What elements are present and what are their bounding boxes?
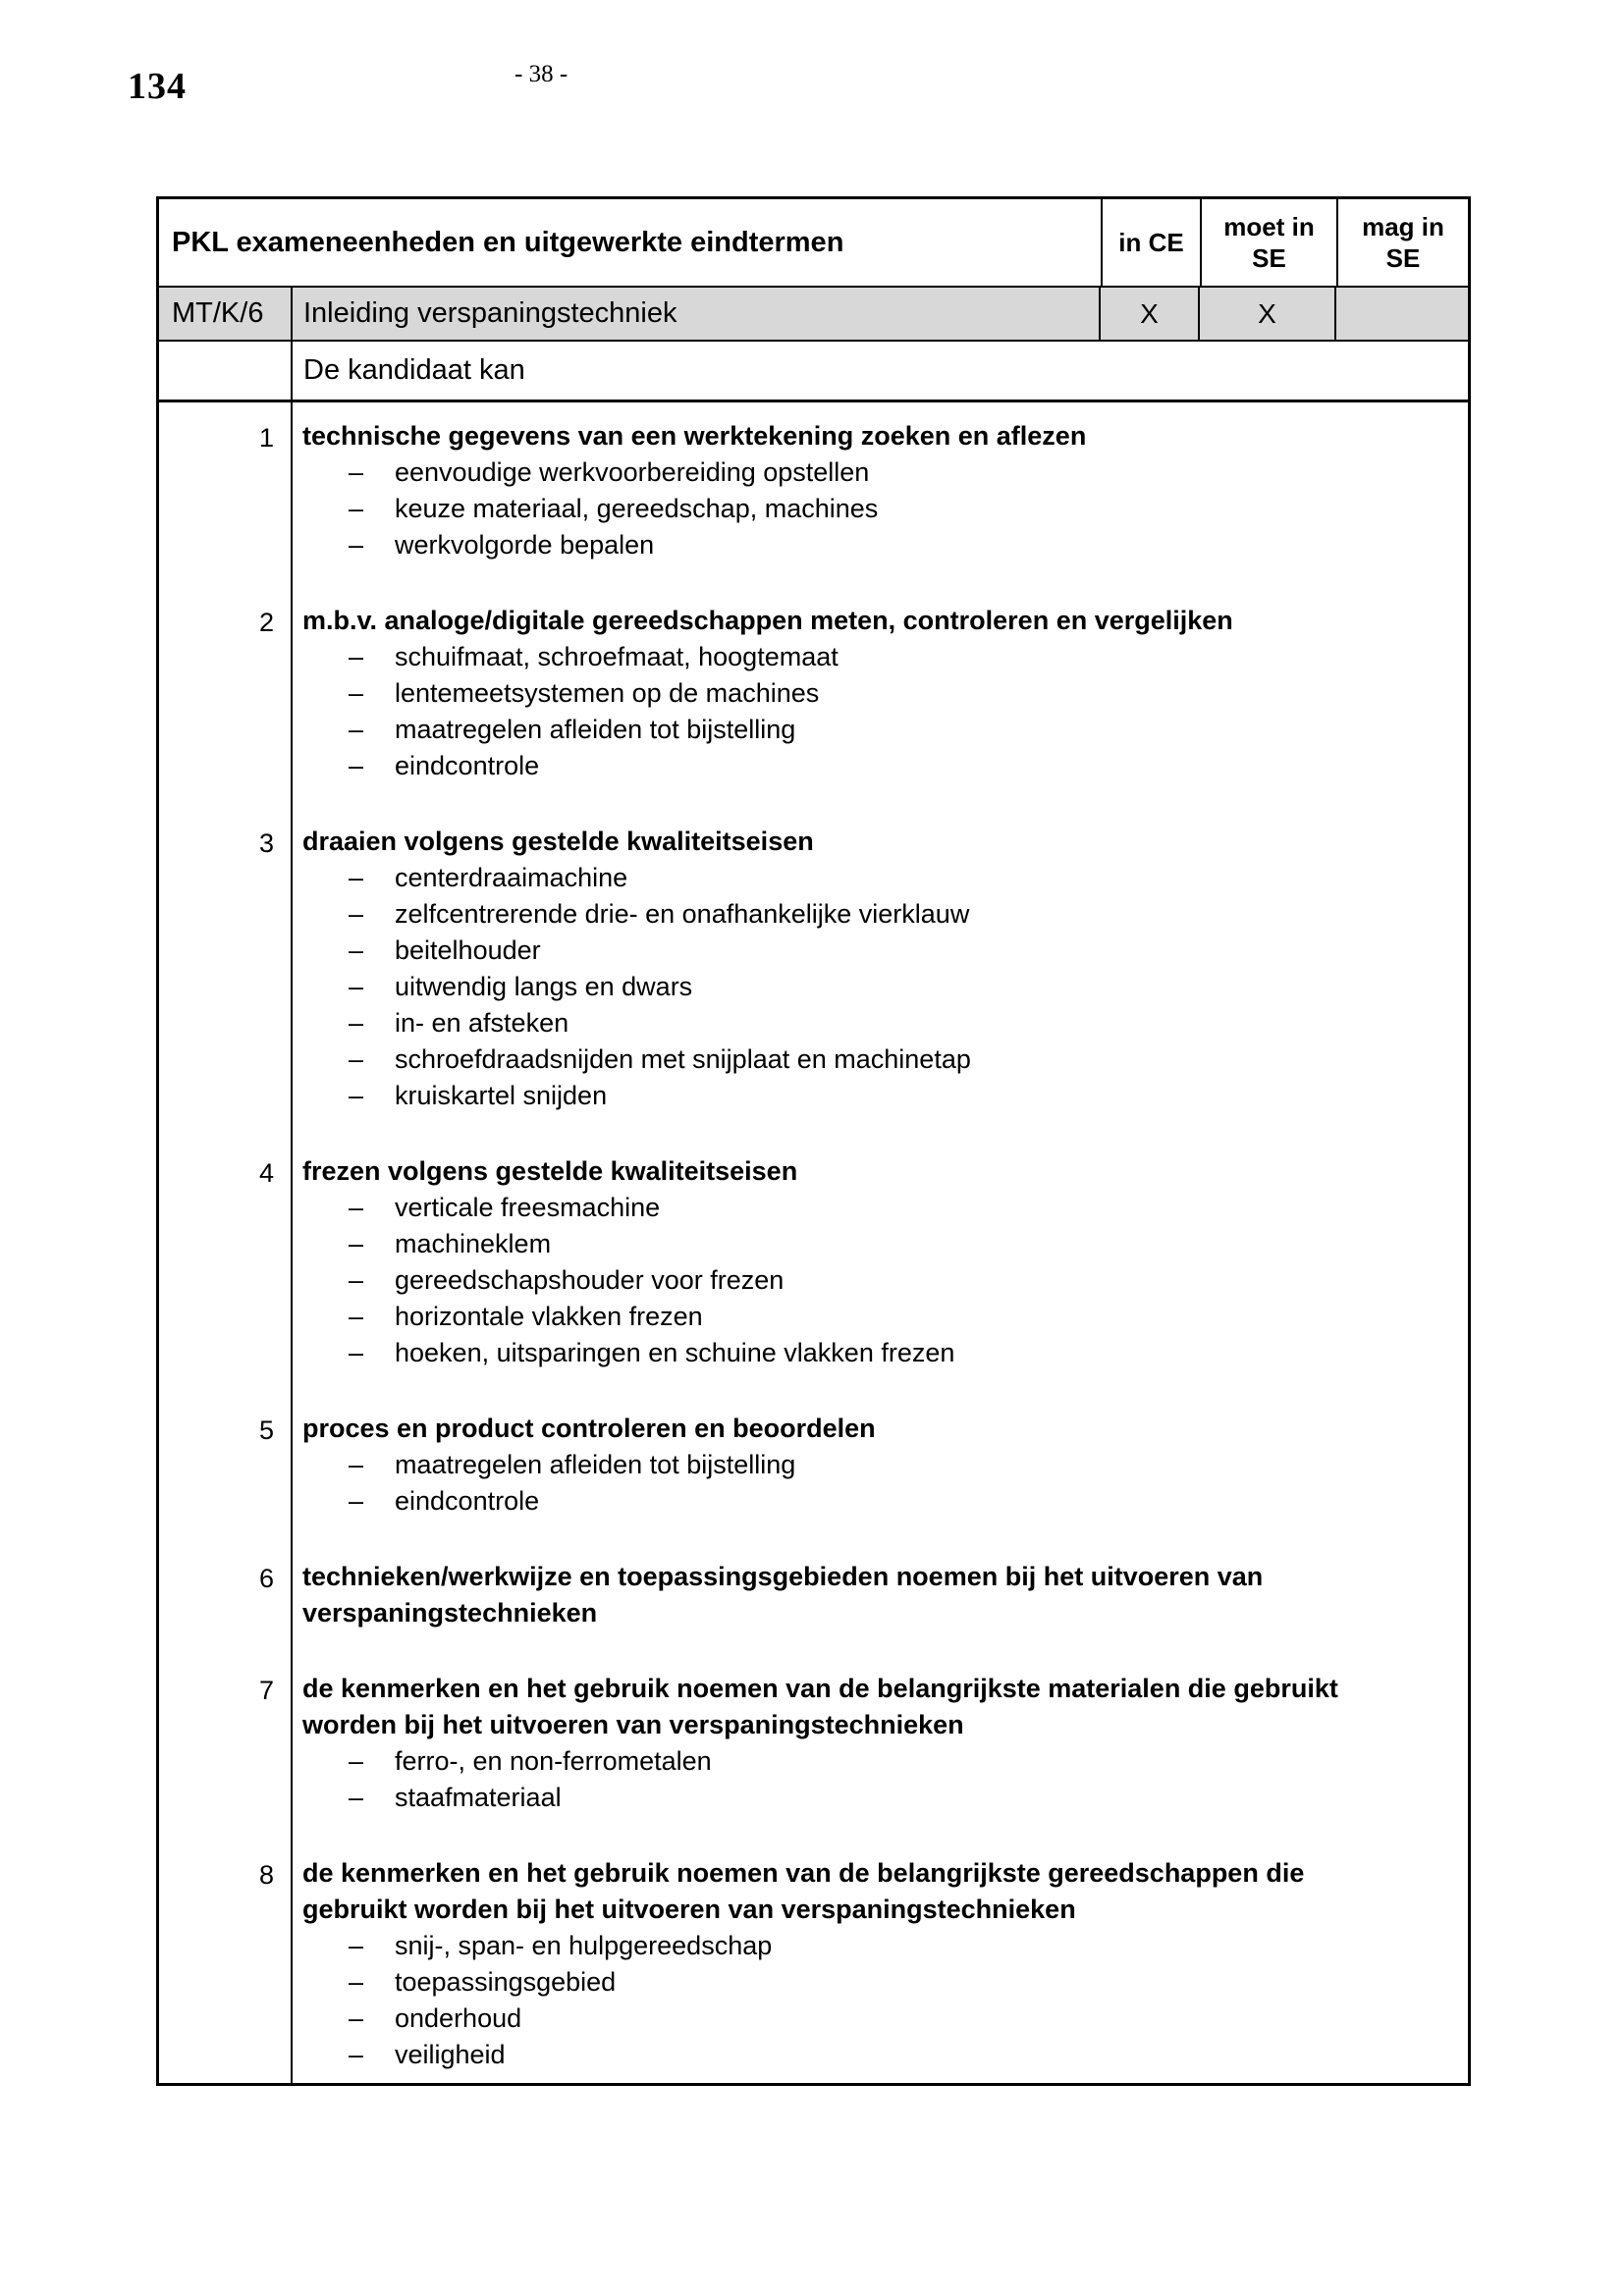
item-number: 5 (258, 1415, 274, 1445)
bullet-dash: – (349, 678, 364, 708)
item-row (159, 1671, 1468, 1816)
bullet-item (302, 1483, 1407, 1520)
item-number: 2 (258, 608, 274, 637)
bullet-item (302, 1780, 1407, 1816)
items-container (159, 418, 1468, 2073)
item-bullets (302, 1743, 1407, 1816)
item-content (293, 1153, 1468, 1371)
item-lead: de kenmerken en het gebruik noemen van de belangrijkste materialen die gebruikt worden bij het uitvoeren van verspaningstechnieken (302, 1674, 1338, 1739)
bullet-item (302, 491, 1407, 527)
bullet-text: schroefdraadsnijden met snijplaat en machinetap (395, 1044, 971, 1074)
item-content (293, 1411, 1468, 1520)
bullet-text: keuze materiaal, gereedschap, machines (395, 494, 879, 523)
bullet-item (302, 896, 1407, 933)
bullet-item (302, 675, 1407, 712)
bullet-dash: – (349, 972, 364, 1001)
bullet-item (302, 1190, 1407, 1226)
bullet-text: toepassingsgebied (395, 1967, 617, 1997)
bullet-dash: – (349, 935, 364, 965)
bullet-dash: – (349, 1450, 364, 1479)
bullet-dash: – (349, 1302, 364, 1331)
item-content (293, 1559, 1468, 1631)
bullet-text: in- en afsteken (395, 1008, 569, 1038)
bullet-text: zelfcentrerende drie- en onafhankelijke vierklauw (395, 899, 970, 929)
item-lead: proces en product controleren en beoordelen (302, 1414, 876, 1443)
bullet-dash: – (349, 863, 364, 892)
bullet-item (302, 1964, 1407, 2001)
bullet-item (302, 1743, 1407, 1780)
item-row (159, 1855, 1468, 2073)
bullet-dash: – (349, 1967, 364, 1997)
bullet-text: schuifmaat, schroefmaat, hoogtemaat (395, 642, 839, 671)
bullet-dash: – (349, 751, 364, 780)
item-row (159, 1153, 1468, 1371)
bullet-text: verticale freesmachine (395, 1193, 661, 1222)
bullet-text: eindcontrole (395, 751, 540, 780)
bullet-text: gereedschapshouder voor frezen (395, 1265, 785, 1295)
bullet-item (302, 2037, 1407, 2073)
item-row (159, 418, 1468, 563)
bullet-item (302, 1078, 1407, 1114)
item-number: 6 (258, 1564, 274, 1593)
bullet-item (302, 2001, 1407, 2037)
bullet-text: maatregelen afleiden tot bijstelling (395, 715, 796, 744)
item-lead: draaien volgens gestelde kwaliteitseisen (302, 827, 814, 856)
bullet-item (302, 933, 1407, 969)
bullet-text: eindcontrole (395, 1486, 540, 1516)
bullet-text: onderhoud (395, 2003, 522, 2033)
item-row (159, 1559, 1468, 1631)
item-row (159, 824, 1468, 1114)
bullet-item (302, 454, 1407, 491)
item-content (293, 603, 1468, 784)
item-bullets (302, 1928, 1407, 2073)
bullet-text: veiligheid (395, 2040, 506, 2069)
intro-empty-cell (159, 342, 293, 400)
unit-in-ce-mark: X (1101, 288, 1200, 340)
item-row (159, 1411, 1468, 1520)
bullet-item (302, 969, 1407, 1005)
intro-cell: De kandidaat kan (303, 354, 525, 386)
unit-mag-in-se-mark (1336, 288, 1468, 340)
bullet-item (302, 860, 1407, 896)
bullet-text: beitelhouder (395, 935, 541, 965)
bullet-dash: – (349, 1486, 364, 1516)
item-row (159, 603, 1468, 784)
bullet-dash: – (349, 1746, 364, 1776)
unit-row (159, 288, 1468, 342)
item-lead: technieken/werkwijze en toepassingsgebieden noemen bij het uitvoeren van verspaningstechnieken (302, 1562, 1264, 1628)
item-lead: de kenmerken en het gebruik noemen van de belangrijkste gereedschappen die gebruikt worden bij het uitvoeren van verspaningstechnieken (302, 1858, 1305, 1924)
bullet-dash: – (349, 457, 364, 487)
bullet-dash: – (349, 494, 364, 523)
item-bullets (302, 1447, 1407, 1520)
intro-row (159, 342, 1468, 402)
document-number: 134 (128, 66, 187, 107)
item-bullets (302, 1190, 1407, 1371)
bullet-item (302, 1226, 1407, 1262)
item-bullets (302, 860, 1407, 1114)
bullet-dash: – (349, 1931, 364, 1960)
bullet-item (302, 527, 1407, 563)
unit-code-cell: MT/K/6 (159, 288, 293, 340)
bullet-item (302, 1928, 1407, 1964)
bullet-item (302, 1262, 1407, 1299)
bullet-item (302, 1335, 1407, 1371)
item-lead: technische gegevens van een werktekening zoeken en aflezen (302, 421, 1087, 451)
bullet-text: lentemeetsystemen op de machines (395, 678, 820, 708)
page-number: - 38 - (514, 61, 568, 87)
item-number: 3 (258, 828, 274, 858)
bullet-item (302, 1005, 1407, 1041)
bullet-dash: – (349, 642, 364, 671)
bullet-dash: – (349, 1081, 364, 1110)
table-header-row (159, 199, 1468, 288)
bullet-item (302, 1041, 1407, 1078)
bullet-dash: – (349, 1783, 364, 1812)
item-lead: m.b.v. analoge/digitale gereedschappen meten, controleren en vergelijken (302, 606, 1233, 635)
bullet-item (302, 748, 1407, 784)
bullet-dash: – (349, 1229, 364, 1258)
bullet-text: werkvolgorde bepalen (395, 530, 655, 560)
item-content (293, 418, 1468, 563)
bullet-dash: – (349, 899, 364, 929)
unit-title-cell: Inleiding verspaningstechniek (293, 288, 1101, 340)
unit-moet-in-se-mark: X (1200, 288, 1336, 340)
bullet-item (302, 1299, 1407, 1335)
bullet-text: staafmateriaal (395, 1783, 562, 1812)
bullet-text: kruiskartel snijden (395, 1081, 608, 1110)
bullet-dash: – (349, 2040, 364, 2069)
bullet-text: eenvoudige werkvoorbereiding opstellen (395, 457, 870, 487)
bullet-text: centerdraaimachine (395, 863, 628, 892)
item-number: 7 (258, 1676, 274, 1705)
bullet-dash: – (349, 1265, 364, 1295)
col-header-in-ce: in CE (1103, 199, 1202, 286)
col-header-mag-in-se: mag in SE (1362, 212, 1444, 273)
col-header-moet-in-se: moet in SE (1202, 199, 1338, 286)
item-bullets (302, 639, 1407, 784)
item-bullets (302, 454, 1407, 563)
bullet-dash: – (349, 1193, 364, 1222)
bullet-dash: – (349, 1338, 364, 1367)
item-number: 1 (258, 423, 274, 453)
bullet-text: machineklem (395, 1229, 552, 1258)
bullet-text: uitwendig langs en dwars (395, 972, 693, 1001)
bullet-dash: – (349, 1008, 364, 1038)
bullet-dash: – (349, 530, 364, 560)
item-content (293, 824, 1468, 1114)
bullet-dash: – (349, 1044, 364, 1074)
bullet-item (302, 1447, 1407, 1483)
number-column-divider (291, 402, 293, 2083)
item-number: 8 (258, 1860, 274, 1890)
item-number: 4 (258, 1158, 274, 1188)
bullet-dash: – (349, 2003, 364, 2033)
bullet-dash: – (349, 715, 364, 744)
bullet-item (302, 639, 1407, 675)
item-lead: frezen volgens gestelde kwaliteitseisen (302, 1156, 798, 1186)
bullet-text: horizontale vlakken frezen (395, 1302, 703, 1331)
bullet-item (302, 712, 1407, 748)
table-title-cell: PKL exameneenheden en uitgewerkte eindtermen (159, 199, 1103, 286)
item-content (293, 1855, 1468, 2073)
bullet-text: ferro-, en non-ferrometalen (395, 1746, 712, 1776)
bullet-text: snij-, span- en hulpgereedschap (395, 1931, 773, 1960)
items-body (159, 402, 1468, 2083)
bullet-text: maatregelen afleiden tot bijstelling (395, 1450, 796, 1479)
eindtermen-table (156, 196, 1471, 2086)
item-content (293, 1671, 1468, 1816)
bullet-text: hoeken, uitsparingen en schuine vlakken frezen (395, 1338, 955, 1367)
